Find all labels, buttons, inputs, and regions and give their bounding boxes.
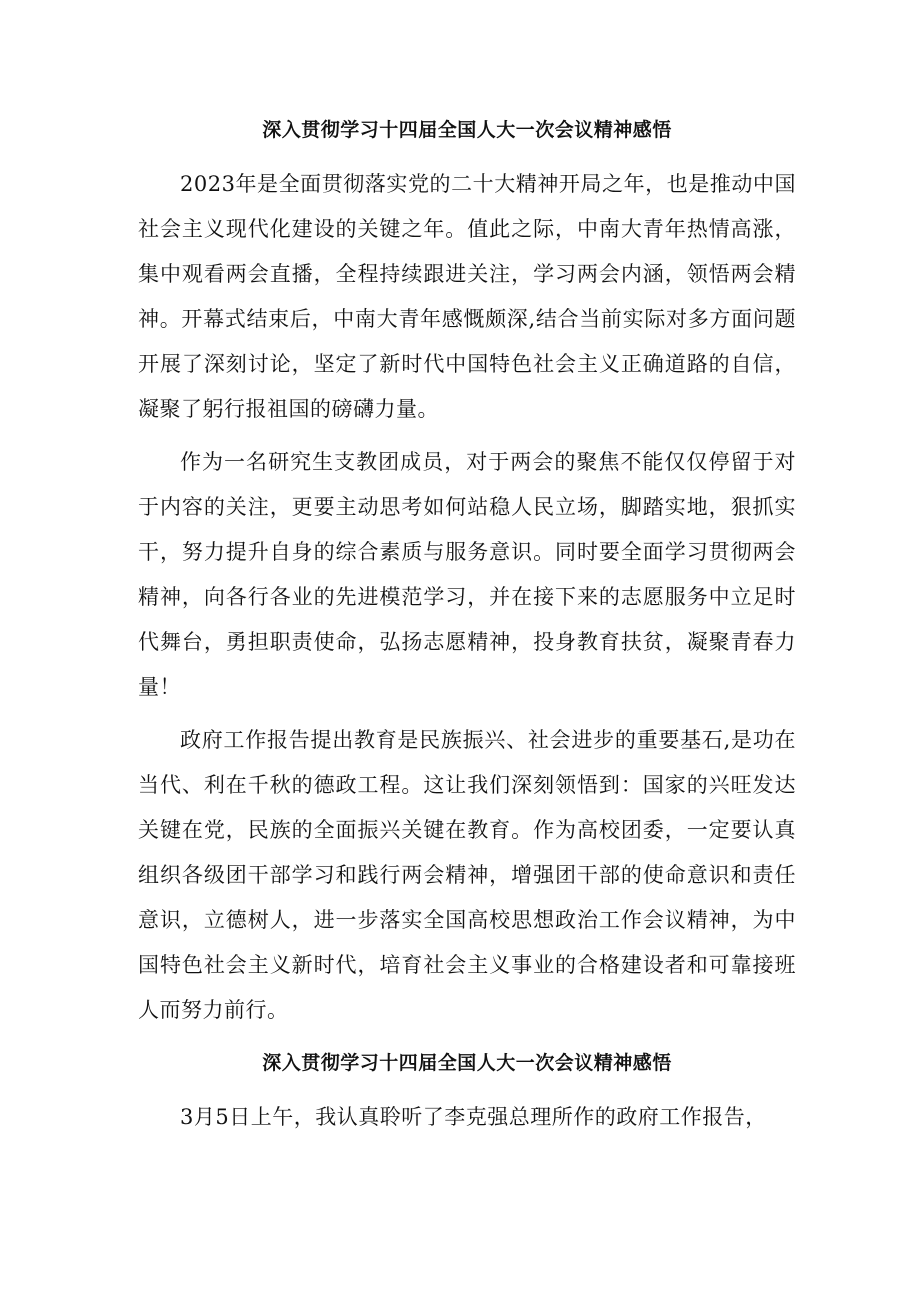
paragraph-3: 政府工作报告提出教育是民族振兴、社会进步的重要基石,是功在当代、利在千秋的德政工程。这让我们深刻领悟到：国家的兴旺发达关键在党，民族的全面振兴关键在教育。作为高校团委，一定要认真组织各级团干部学习和践行两会精神，增强团干部的使命意识和责任意识，立德树人，进一步落实全国高校思想政治工作会议精神，为中国特色社会主义新时代，培育社会主义事业的合格建设者和可靠接班人而努力前行。 (138, 728, 796, 1022)
paragraph-1: 2023年是全面贯彻落实党的二十大精神开局之年，也是推动中国社会主义现代化建设的关键之年。值此之际，中南大青年热情高涨，集中观看两会直播，全程持续跟进关注，学习两会内涵，领悟两会精神。开幕式结束后，中南大青年感慨颇深,结合当前实际对多方面问题开展了深刻讨论，坚定了新时代中国特色社会主义正确道路的自信，凝聚了躬行报祖国的磅礴力量。 (138, 172, 796, 421)
document-body (138, 108, 796, 1148)
paragraph-4: 3月5日上午，我认真聆听了李克强总理所作的政府工作报告， (180, 1105, 767, 1129)
section-title-2: 深入贯彻学习十四届全国人大一次会议精神感悟 (262, 1052, 672, 1074)
paragraph-2: 作为一名研究生支教团成员，对于两会的聚焦不能仅仅停留于对于内容的关注，更要主动思考如何站稳人民立场，脚踏实地，狠抓实干，努力提升自身的综合素质与服务意识。同时要全面学习贯彻两会精神，向各行各业的先进模范学习，并在接下来的志愿服务中立足时代舞台，勇担职责使命，弘扬志愿精神，投身教育扶贫，凝聚青春力量！ (138, 450, 796, 699)
section-title-1: 深入贯彻学习十四届全国人大一次会议精神感悟 (262, 119, 672, 141)
